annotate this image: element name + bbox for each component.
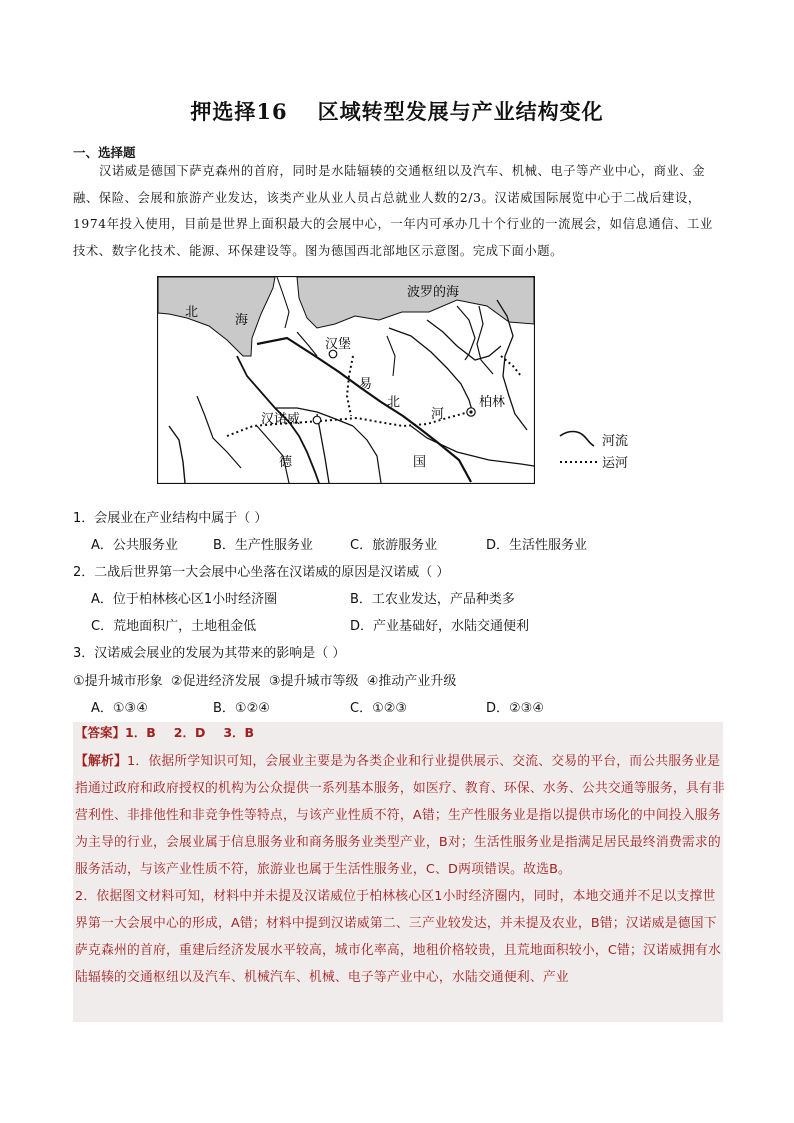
explanation-p2: 2．依据图文材料可知，材料中并未提及汉诺威位于柏林核心区1小时经济圈内，同时，本地交通并不足以支撑世界第一大会展中心的形成，A错；材料中提到汉诺威第二、三产业较发达，并未提及农业，B错；汉诺威是德国下萨克森州的首府，重建后经济发展水平较高，城市化率高，地租价格较贵，且荒地面积较小，C错；汉诺威拥有水陆辐辏的交通枢纽以及汽车、机械汽车、机械、电子等产业中心，水陆交通便利、产业 [75,889,721,985]
explanation-p1 [75,748,725,883]
label-elbe-2: 北 [387,395,401,410]
answer-label: 【答案】 [75,725,126,740]
label-baltic: 波罗的海 [407,285,460,300]
q2-option-c[interactable]: C．荒地面积广，土地租金低 [91,619,257,634]
q1-option-c[interactable]: C．旅游服务业 [350,538,438,553]
label-north: 北 [185,305,199,320]
label-guo: 国 [413,455,427,470]
answer-3: 3．B [223,725,255,740]
label-hannover: 汉诺威 [261,412,301,427]
q3-option-c[interactable]: C．①②③ [350,701,408,716]
label-hamburg: 汉堡 [325,337,352,352]
answer-line [75,723,254,741]
q3-option-d[interactable]: D．②③④ [486,701,544,716]
answer-2: 2．D [173,725,206,740]
q3-option-b[interactable]: B．①②④ [213,701,270,716]
q1-option-b[interactable]: B．生产性服务业 [213,538,313,553]
hannover-marker [313,416,321,424]
q2-option-d[interactable]: D．产业基础好，水陆交通便利 [350,619,530,634]
q3-option-a[interactable]: A．①③④ [91,701,148,716]
river-legend-symbol [560,432,594,447]
page-title [0,96,794,126]
q1-option-a[interactable]: A．公共服务业 [91,538,178,553]
label-elbe-3: 河 [431,407,445,422]
map-legend [558,428,678,472]
legend-river: 河流 [602,434,629,449]
label-sea: 海 [235,313,249,328]
label-elbe-1: 易 [359,377,373,392]
explanation [75,748,725,991]
title-code: 押选择16 [190,99,288,124]
legend-canal: 运河 [602,456,629,471]
q2-option-a[interactable]: A．位于柏林核心区1小时经济圈 [91,592,278,607]
question-3-stem: 3．汉诺威会展业的发展为其带来的影响是（ ） [73,646,346,661]
explanation-label: 【解析】 [75,754,127,769]
q2-option-b[interactable]: B．工农业发达，产品种类多 [350,592,515,607]
question-3-items: ①提升城市形象 ②促进经济发展 ③提升城市等级 ④推动产业升级 [73,674,457,689]
label-de: 德 [279,455,293,470]
answer-1: 1．B [125,725,156,740]
q1-option-d[interactable]: D．生活性服务业 [486,538,588,553]
passage: 汉诺威是德国下萨克森州的首府，同时是水陆辐辏的交通枢纽以及汽车、机械、电子等产业中心，商业、金融、保险、会展和旅游产业发达，该类产业从业人员占总就业人数的2/3。汉诺威国际展览中心于二战后建设，1974年投入使用，目前是世界上面积最大的会展中心，一年内可承办几十个行业的一流展会，如信息通信、工业技术、数字化技术、能源、环保建设等。图为德国西北部地区示意图。完成下面小题。 [73,164,713,258]
question-1-stem: 1．会展业在产业结构中属于（ ） [73,511,268,526]
explanation-p1-text: 1．依据所学知识可知，会展业主要是为各类企业和行业提供展示、交流、交易的平台，而公共服务业是指通过政府和政府授权的机构为公众提供一系列基本服务，如医疗、教育、环保、水务、公共交通等服务，具有非营利性、非排他性和非竞争性等特点，与该产业性质不符，A错；生产性服务业是指以提供市场化的中间投入服务为主导的行业，会展业属于信息服务业和商务服务业类型产业，B对；生活性服务业是指满足居民最终消费需求的服务活动，与该产业性质不符，旅游业也属于生活性服务业，C、D两项错误。故选B。 [75,754,725,877]
section-heading: 一、选择题 [73,145,136,160]
title-text: 区域转型发展与产业结构变化 [317,99,604,124]
germany-map [157,276,535,484]
question-2-stem: 2．二战后世界第一大会展中心坐落在汉诺威的原因是汉诺威（ ） [73,565,450,580]
label-berlin: 柏林 [479,395,506,410]
